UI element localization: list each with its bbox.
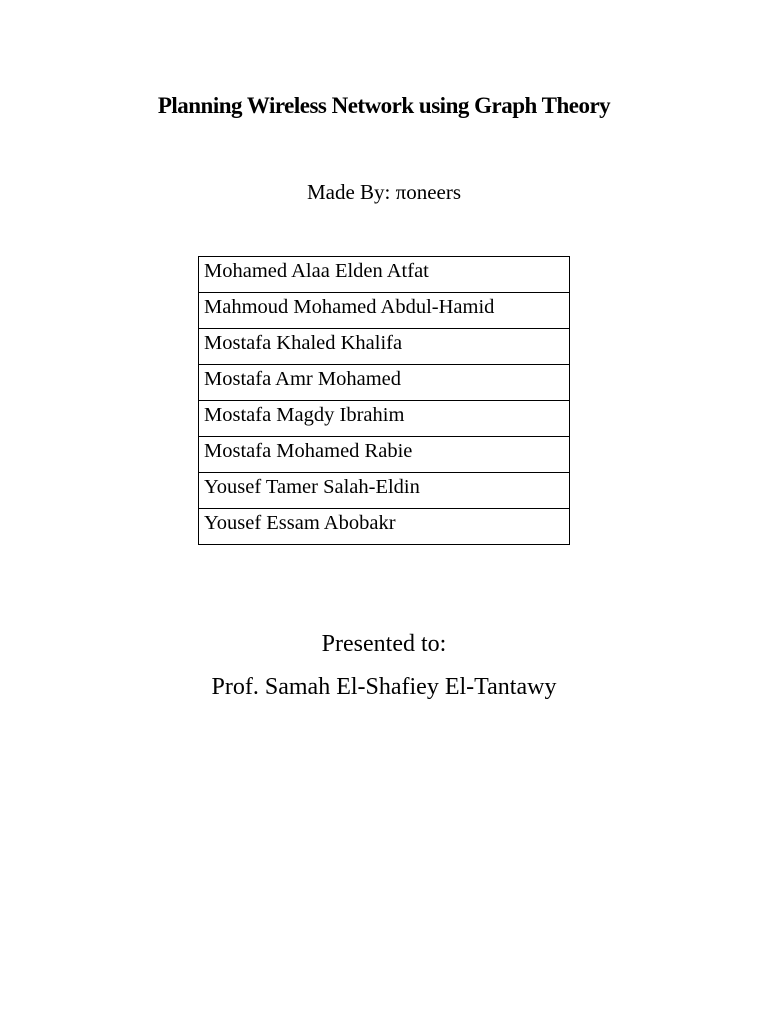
members-table: [198, 256, 570, 545]
table-row: [199, 401, 570, 437]
table-row: [199, 329, 570, 365]
page-title: Planning Wireless Network using Graph Theory: [157, 93, 611, 118]
member-name: Mostafa Mohamed Rabie: [199, 437, 570, 473]
table-row: [199, 257, 570, 293]
presented-to-label: Presented to:: [321, 631, 447, 657]
member-name: Mohamed Alaa Elden Atfat: [199, 257, 570, 293]
member-name: Yousef Tamer Salah-Eldin: [199, 473, 570, 509]
table-row: [199, 437, 570, 473]
member-name: Mostafa Magdy Ibrahim: [199, 401, 570, 437]
member-name: Yousef Essam Abobakr: [199, 509, 570, 545]
member-name: Mostafa Khaled Khalifa: [199, 329, 570, 365]
table-row: [199, 293, 570, 329]
table-row: [199, 509, 570, 545]
table-row: [199, 365, 570, 401]
member-name: Mahmoud Mohamed Abdul-Hamid: [199, 293, 570, 329]
made-by-line: Made By: πoneers: [306, 180, 462, 204]
table-row: [199, 473, 570, 509]
presented-to-name: Prof. Samah El-Shafiey El-Tantawy: [211, 674, 557, 700]
member-name: Mostafa Amr Mohamed: [199, 365, 570, 401]
